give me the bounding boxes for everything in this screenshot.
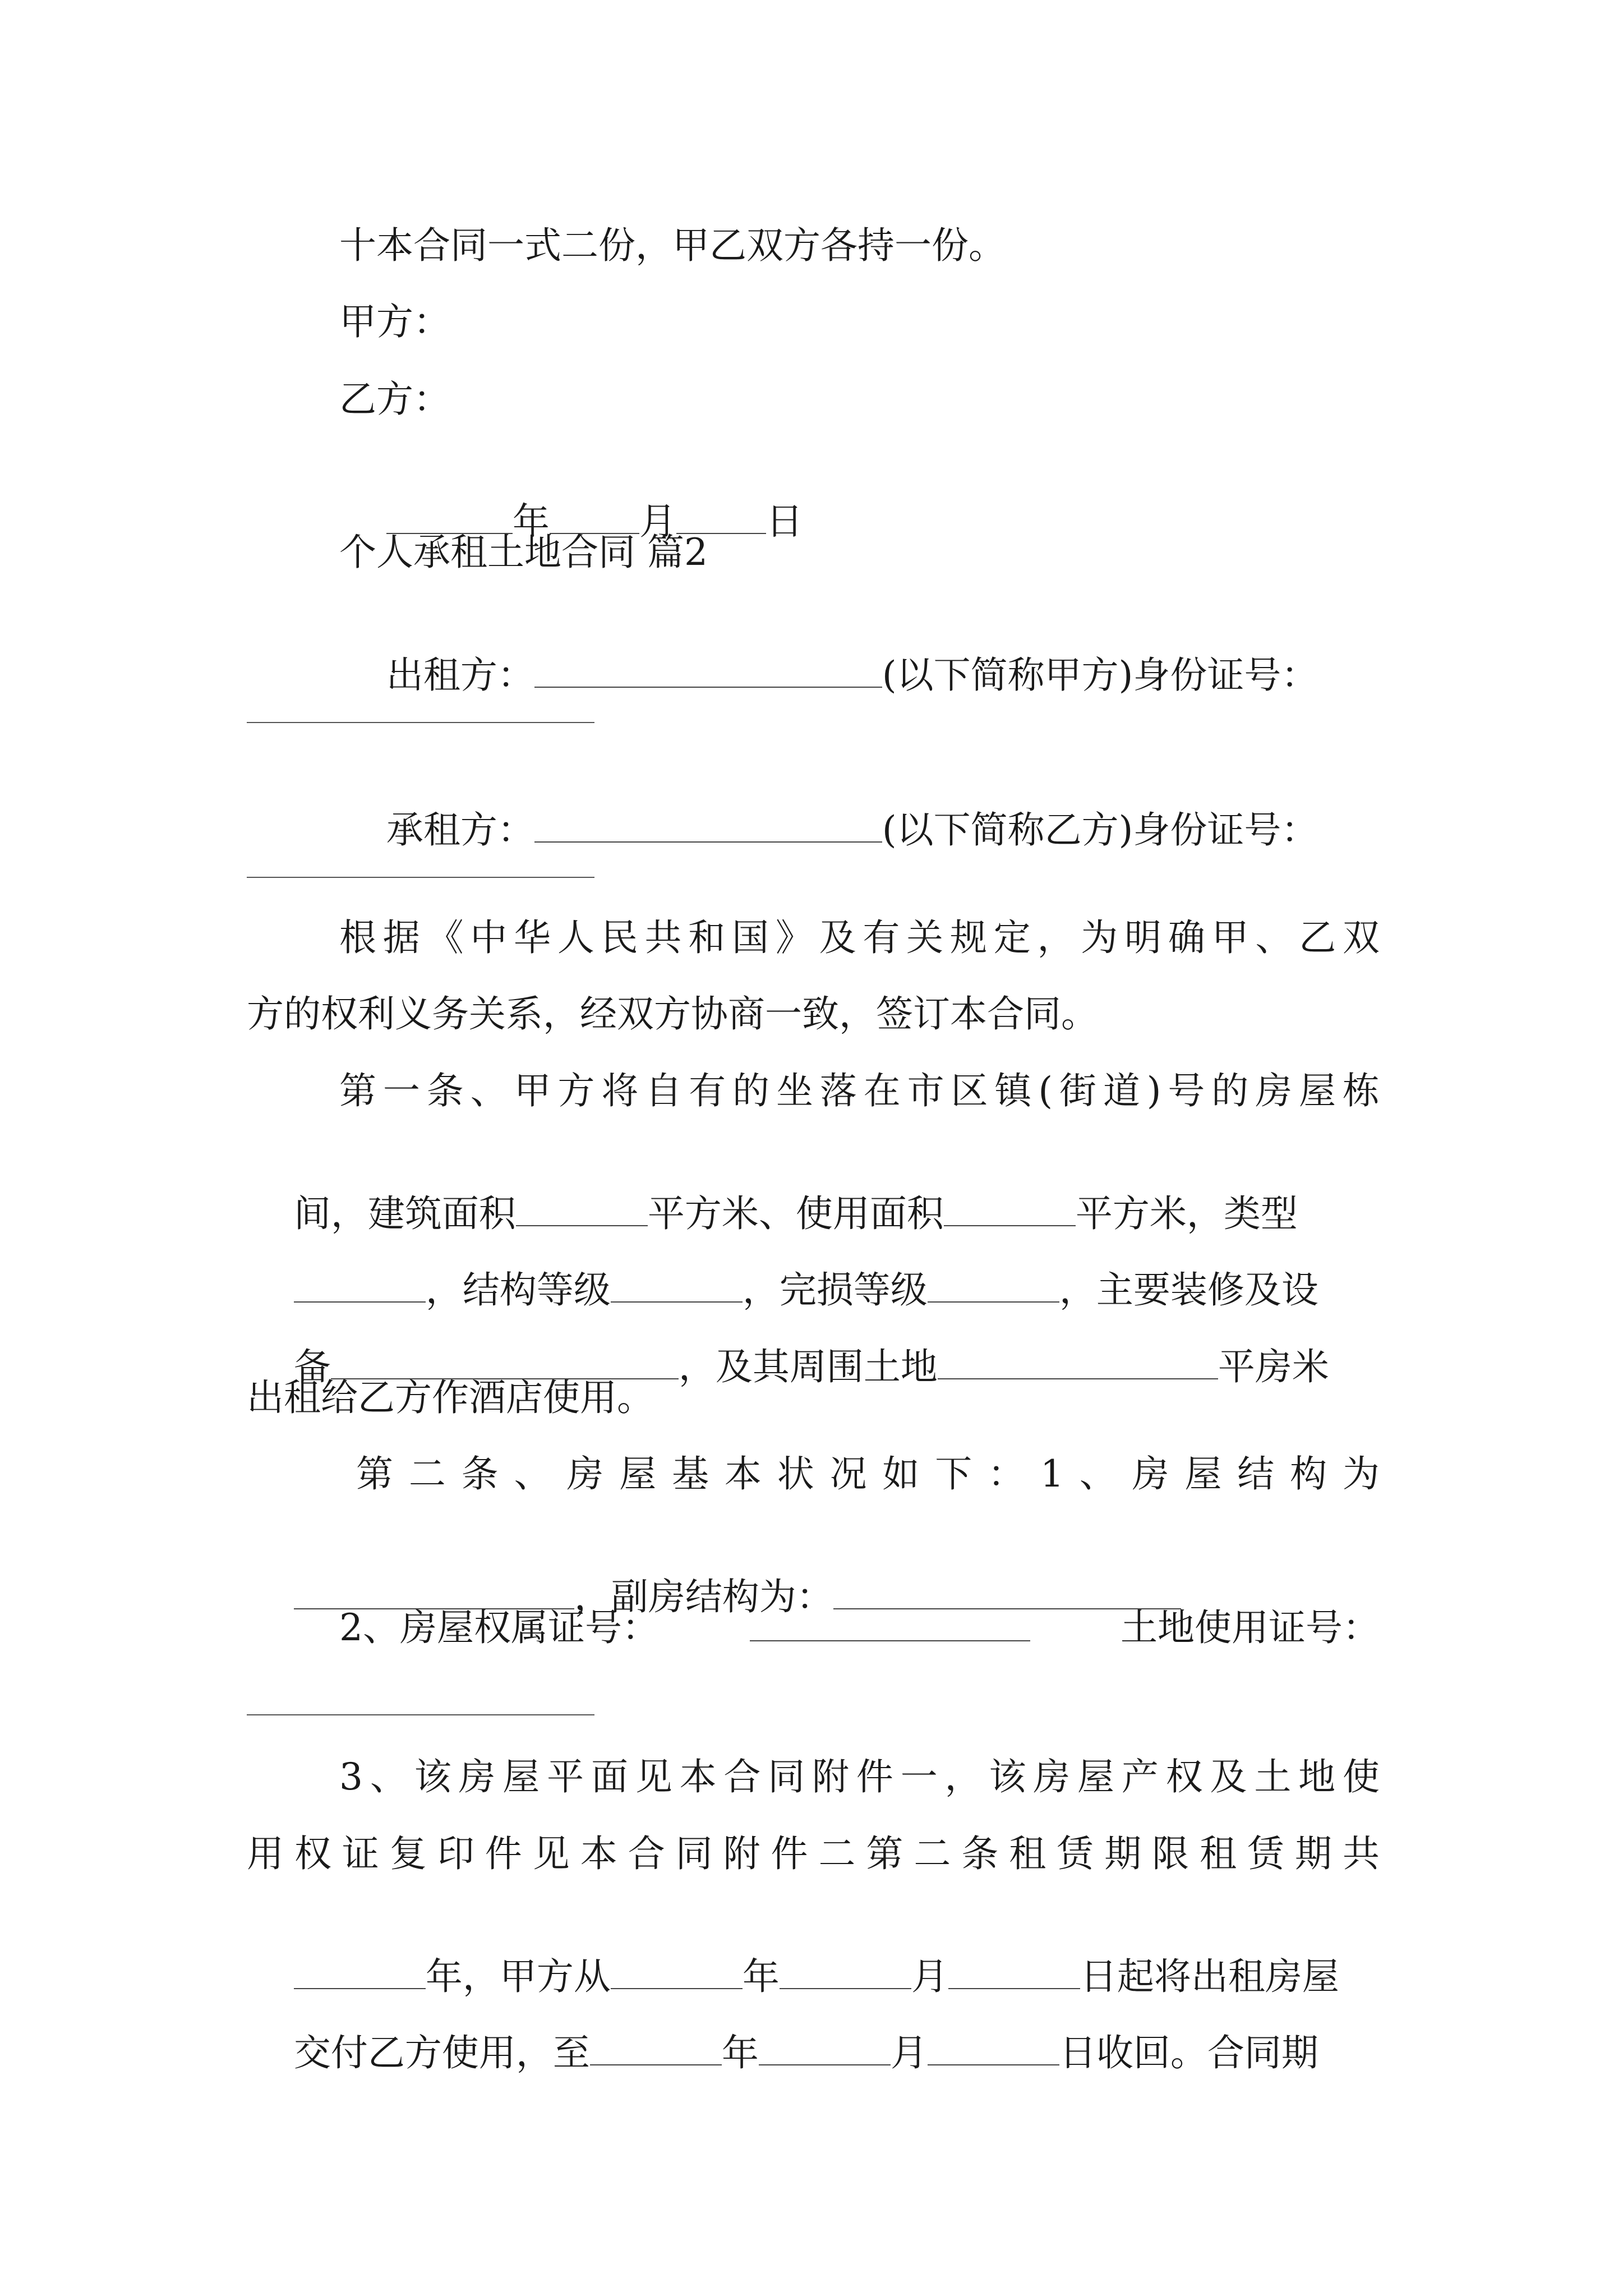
paragraph-line: 根据《中华人民共和国》及有关规定，为明确甲、乙双 xyxy=(339,916,1380,959)
paragraph-line: 3、该房屋平面见本合同附件一，该房屋产权及土地使 xyxy=(339,1755,1380,1798)
paragraph-line: 用权证复印件见本合同附件二第二条租赁期限租赁期共 xyxy=(247,1832,1380,1875)
lessee-line xyxy=(339,762,1318,852)
blank-field xyxy=(294,1953,426,1989)
paragraph-line xyxy=(247,1908,1339,1998)
date-line xyxy=(339,453,803,543)
paragraph-line: 第一条、甲方将自有的坐落在市区镇(街道)号的房屋栋 xyxy=(339,1069,1380,1112)
paragraph-line xyxy=(247,1145,1298,1235)
paragraph-line: 出租给乙方作酒店使用。 xyxy=(247,1376,654,1419)
text-span: 间，建筑面积 xyxy=(293,1192,516,1235)
blank-field xyxy=(247,877,594,878)
text-span: ，结构等级 xyxy=(425,1268,611,1312)
blank-field xyxy=(331,1343,679,1379)
lessee-label: 承租方： xyxy=(386,808,534,852)
text-span: 平方米、使用面积 xyxy=(647,1192,944,1235)
blank-field xyxy=(944,1190,1076,1226)
lessor-id-label: (以下简称甲方)身份证号： xyxy=(882,654,1318,697)
paragraph-line: 方的权利义务关系，经双方协商一致，签订本合同。 xyxy=(247,992,1098,1036)
month-label: 月 xyxy=(639,500,676,543)
text-span: 月 xyxy=(911,1955,948,1998)
text-span: 年，甲方从 xyxy=(425,1955,611,1998)
blank-field xyxy=(590,2030,722,2065)
text-span: 平房米 xyxy=(1218,1345,1329,1388)
paragraph-line xyxy=(247,1299,1329,1388)
text-span: ，主要装修及设 xyxy=(1059,1268,1318,1312)
blank-field xyxy=(780,1953,911,1989)
paragraph-line xyxy=(247,1985,1318,2074)
blank-field xyxy=(386,498,513,534)
paragraph-line xyxy=(339,1605,1380,1650)
blank-field xyxy=(928,2030,1059,2065)
blank-field xyxy=(611,1267,743,1303)
blank-field xyxy=(611,1953,743,1989)
blank-field xyxy=(550,498,639,534)
blank-field xyxy=(676,498,766,534)
blank-field xyxy=(948,1953,1080,1989)
text-span: 年 xyxy=(721,2031,759,2074)
text-span: 土地使用证号： xyxy=(1121,1606,1380,1649)
text-span: 日收回。合同期 xyxy=(1059,2031,1318,2074)
blank-field xyxy=(534,652,882,688)
blank-field xyxy=(833,1573,1181,1609)
blank-field xyxy=(247,1714,594,1715)
blank-field xyxy=(750,1605,1030,1641)
blank-field xyxy=(928,1267,1059,1303)
text-span: 平方米，类型 xyxy=(1075,1192,1298,1235)
text-span: 交付乙方使用，至 xyxy=(293,2031,590,2074)
text-span: 月 xyxy=(890,2031,928,2074)
text-span: 备 xyxy=(293,1345,331,1388)
blank-field xyxy=(938,1343,1218,1379)
paragraph-line xyxy=(247,1529,1181,1618)
blank-field xyxy=(247,722,594,723)
blank-field xyxy=(294,1573,574,1609)
party-b-label: 乙方： xyxy=(339,378,450,421)
text-span: 日起将出租房屋 xyxy=(1080,1955,1339,1998)
text-span: 2、房屋权属证号： xyxy=(339,1606,659,1649)
paragraph-line: 第二条、房屋基本状况如下：1、房屋结构为 xyxy=(356,1452,1380,1496)
year-label: 年 xyxy=(512,500,550,543)
lessee-id-label: (以下简称乙方)身份证号： xyxy=(882,808,1318,852)
text-span: ，及其周围土地 xyxy=(678,1345,938,1388)
text-span: ，完损等级 xyxy=(742,1268,928,1312)
blank-field xyxy=(759,2030,891,2065)
closing-clause: 十本合同一式二份，甲乙双方各持一份。 xyxy=(339,224,1006,267)
lessor-label: 出租方： xyxy=(386,654,534,697)
blank-field xyxy=(294,1267,426,1303)
blank-field xyxy=(516,1190,648,1226)
text-span: ，副房结构为： xyxy=(574,1575,833,1618)
section-title: 个人承租土地合同 篇2 xyxy=(339,531,708,574)
party-a-label: 甲方： xyxy=(339,300,450,343)
lessor-line xyxy=(339,607,1318,697)
paragraph-line xyxy=(247,1222,1318,1312)
blank-field xyxy=(534,807,882,843)
text-span: 年 xyxy=(742,1955,780,1998)
day-label: 日 xyxy=(766,500,803,543)
